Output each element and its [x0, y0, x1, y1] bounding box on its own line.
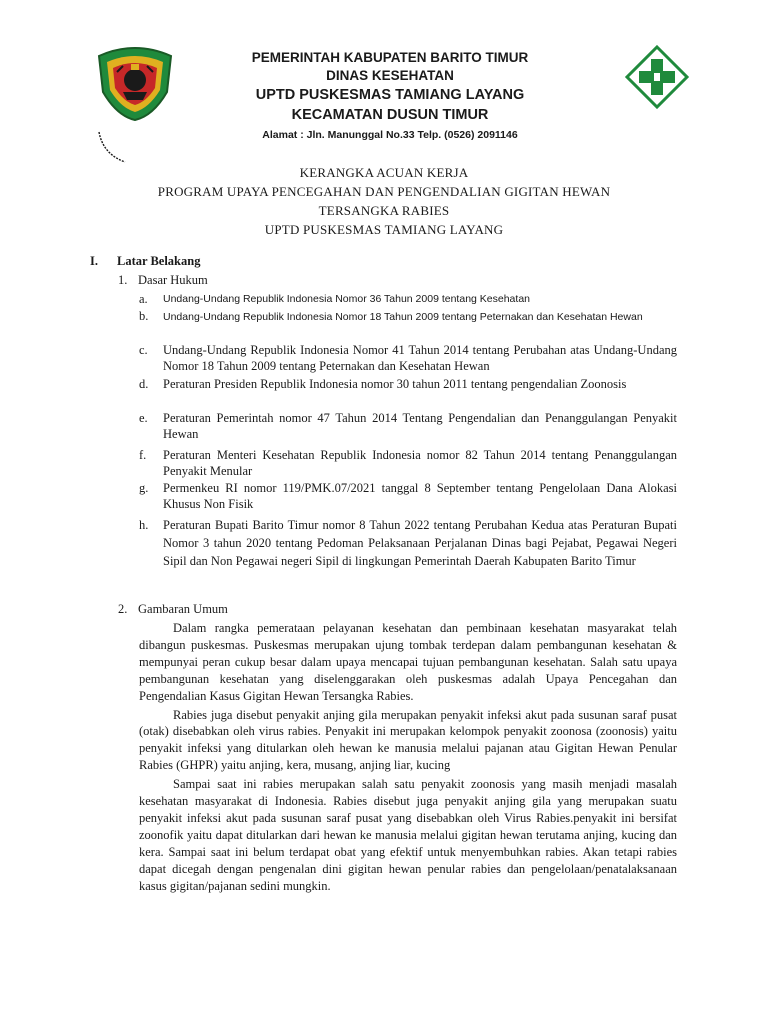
list-text: Peraturan Menteri Kesehatan Republik Indonesia nomor 82 Tahun 2014 tentang Penanggulangan Penyakit Menular	[163, 448, 677, 478]
list-text: Peraturan Bupati Barito Timur nomor 8 Tahun 2022 tentang Perubahan Kedua atas Peraturan Bupati Nomor 3 tahun 2020 tentang Pedoman Pelaksanaan Perjalanan Dinas bagi Pejabat, Pegawai Negeri Sipil dan Non Pegawai negeri Sipil di lingkungan Pemerintah Daerah Kabupaten Barito Timur	[163, 518, 677, 568]
list-text: Peraturan Pemerintah nomor 47 Tahun 2014 Tentang Pengendalian dan Penanggulangan Penyakit Hewan	[163, 411, 677, 441]
header-government: PEMERINTAH KABUPATEN BARITO TIMUR	[251, 50, 529, 65]
paragraph: Rabies juga disebut penyakit anjing gila merupakan penyakit infeksi akut pada susunan saraf pusat (otak) disebabkan oleh virus rabies. Penyakit ini merupakan kelompok penyakit zoonosa (zoonosis) yaitu penyakit infeksi yang ditularkan oleh hewan ke manusia melalui pajanan atau Gigitan Hewan Penular Rabies (GHPR) yaitu anjing, kera, musang, anjing liar, kucing	[139, 707, 677, 773]
list-item	[139, 377, 677, 393]
list-item	[139, 516, 677, 570]
list-text: Peraturan Presiden Republik Indonesia nomor 30 tahun 2011 tentang pengendalian Zoonosis	[163, 377, 627, 391]
list-item	[139, 343, 677, 374]
list-marker: c.	[139, 343, 148, 357]
subsection-number: 1.	[118, 273, 128, 287]
list-item	[139, 309, 677, 326]
list-text: Undang-Undang Republik Indonesia Nomor 41 Tahun 2014 tentang Perubahan atas Undang-Undang Nomor 18 Tahun 2009 tentang Peternakan dan Kesehatan Hewan	[163, 343, 677, 373]
list-marker: d.	[139, 377, 149, 391]
paragraph: Sampai saat ini rabies merupakan salah satu penyakit zoonosis yang masih menjadi masalah kesehatan masyarakat di Indonesia. Rabies disebut juga penyakit anjing gila yang merupakan suatu penyakit infeksi akut pada susunan saraf pusat yang disebabkan oleh Virus Rabies.penyakit ini bersifat zoonofik yaitu dapat ditularkan dari hewan ke manusia melalui gigitan hewan terutama anjing, kucing dan kera. Sampai saat ini belum terdapat obat yang efektif untuk menyembuhkan rabies. Akan tetapi rabies dapat dicegah dengan pengenalan dini gigitan hewan penular rabies dan pengelolaan/penatalaksanaan kasus gigitan/pajanan sedini mungkin.	[139, 777, 677, 893]
barito-timur-emblem-icon	[93, 42, 177, 122]
list-marker: f.	[139, 448, 147, 462]
letterhead	[0, 0, 768, 150]
subsection-heading	[118, 602, 228, 618]
subsection-number: 2.	[118, 602, 128, 616]
list-marker: g.	[139, 481, 149, 495]
list-item	[139, 448, 677, 479]
emblem-arc-text	[95, 128, 155, 168]
list-marker: a.	[139, 292, 148, 306]
list-marker: e.	[139, 411, 148, 425]
puskesmas-cross-icon	[625, 45, 689, 109]
list-text: Undang-Undang Republik Indonesia Nomor 36 Tahun 2009 tentang Kesehatan	[163, 293, 530, 305]
title-program-cont: TERSANGKA RABIES	[318, 203, 450, 218]
list-marker: h.	[139, 518, 149, 532]
title-kak: KERANGKA ACUAN KERJA	[299, 165, 469, 180]
list-text: Permenkeu RI nomor 119/PMK.07/2021 tanggal 8 September tentang Pengelolaan Dana Alokasi Khusus Non Fisik	[163, 481, 677, 511]
paragraph: Dalam rangka pemerataan pelayanan kesehatan dan pembinaan kesehatan masyarakat telah dibangun puskesmas. Puskesmas merupakan ujung tombak terdepan dalam pembangunan kesehatan & mempunyai peran cukup besar dalam upaya mencapai tujuan pembangunan kesehatan. Salah satu upaya pembangunan kesehatan yang diselenggarakan oleh puskesmas adalah Upaya Pencegahan dan Pengendalian Kasus Gigitan Hewan Tersangka Rabies.	[139, 621, 677, 703]
title-program: PROGRAM UPAYA PENCEGAHAN DAN PENGENDALIAN GIGITAN HEWAN	[157, 184, 611, 199]
list-item	[139, 411, 677, 442]
section-title: Latar Belakang	[117, 254, 201, 268]
subsection-heading	[118, 273, 208, 289]
header-puskesmas: UPTD PUSKESMAS TAMIANG LAYANG	[255, 87, 525, 103]
section-heading	[90, 254, 200, 270]
list-item	[139, 292, 677, 308]
subsection-title: Gambaran Umum	[138, 602, 228, 616]
header-address: Alamat : Jln. Manunggal No.33 Telp. (0526) 2091146	[262, 129, 518, 141]
header-department: DINAS KESEHATAN	[326, 68, 454, 83]
list-item	[139, 481, 677, 512]
title-unit: UPTD PUSKESMAS TAMIANG LAYANG	[264, 222, 504, 237]
general-description	[139, 620, 677, 895]
letterhead-text	[200, 49, 580, 143]
section-number: I.	[90, 254, 98, 268]
subsection-title: Dasar Hukum	[138, 273, 208, 287]
list-text: Undang-Undang Republik Indonesia Nomor 18 Tahun 2009 tentang Peternakan dan Kesehatan Hewan	[163, 311, 643, 323]
list-marker: b.	[139, 309, 149, 323]
document-title-block	[90, 163, 678, 239]
header-district: KECAMATAN DUSUN TIMUR	[291, 107, 489, 123]
